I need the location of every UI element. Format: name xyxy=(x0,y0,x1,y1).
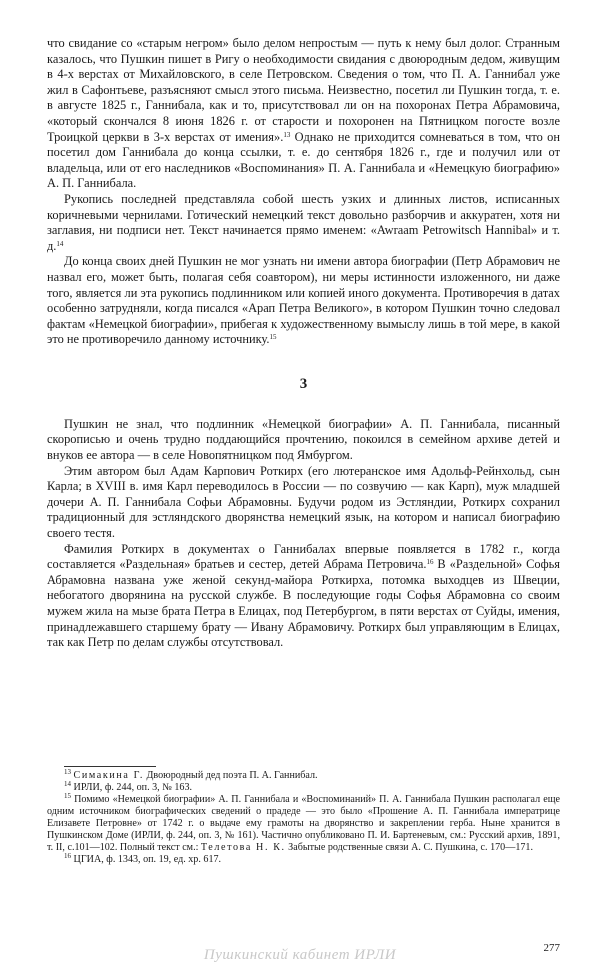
watermark: Пушкинский кабинет ИРЛИ xyxy=(203,947,397,963)
section-heading: 3 xyxy=(299,375,308,392)
footnote-divider xyxy=(64,766,156,767)
footnote-ref-14[interactable]: 14 xyxy=(56,239,64,248)
main-text xyxy=(47,36,560,651)
footnote-13: $^{13}$ Симакина Г. Двоюродный дед поэта П. А. Ганнибал. xyxy=(64,768,318,781)
footnote-ref-15[interactable]: 15 xyxy=(269,333,277,342)
footnote-ref-16[interactable]: 16 xyxy=(426,558,434,567)
footnote-15: $^{15}$ Помимо «Немецкой биографии» А. П. Ганнибала и «Воспоминаний» П. А. Ганнибала Пушкин располагал еще одним источником биографических сведений о прадеде — это было «Прошение А. П. Ганнибала императрице Елизавете Петровне» от 1742 г. о выдаче ему грамоты на дворянство и закреплении герба. Ныне хранится в Пушкинском Доме (ИРЛИ, ф. 244, оп. 3, № 161). Частично опубликовано П. И. Бартеневым, см.: Русский архив, 1891, т. II, с.101—102. Полный текст см.: Телетова Н. К. Забытые родственные связи А. С. Пушкина, с. 170—171. xyxy=(47,792,560,853)
paragraph-1: что свидание со «старым негром» было делом непростым — путь к нему был долог. Странным казалось, что Пушкин пишет в Ригу о необходимости свидания с двоюродным дедом, живущим в 4-х верстах от Михайловского, в селе Петровском. Сведения о том, что П. А. Ганнибал уже жил в Сафонтьеве, разъясняют смысл этого письма. Неизвестно, посетил ли Пушкин тогда, т. е. в августе 1825 г., Ганнибала, как и то, присутствовал ли он на похоронах Петра Абрамовича, «который скончался 8 июня 1826 г. от старости и похоронен на Пятницком погосте возле Троицкой церкви в 3-х верстах от имения».$^{13}$ Однако не приходится сомневаться в том, что он посетил дом Ганнибала до конца ссылки, т. е. до сентября 1826 г., где и получил или от владельца, или от его наследников «Воспоминания» П. А. Ганнибала и «Немецкую биографию» А. П. Ганнибала. xyxy=(47,36,561,191)
paragraph-6: Фамилия Роткирх в документах о Ганнибалах впервые появляется в 1782 г., когда составляется «Раздельная» братьев и сестер, детей Абрама Петровича.$^{16}$ В «Раздельной» Софья Абрамовна названа уже женой секунд-майора Роткирха, потомка выходцев из Швеции, небогатого дворянина на русской службе. В последующие годы Софья Абрамовна со своим мужем жила на мызе брата Петра в Елицах, под Петербургом, в пяти верстах от Суйды, имения, принадлежавшего старшему брату — Ивану Абрамовичу. Роткирх был управляющим в Елицах, так как Петр по делам службы отсутствовал. xyxy=(47,541,560,650)
paragraph-5: Этим автором был Адам Карпович Роткирх (его лютеранское имя Адольф-Рейнхольд, сын Карла; в XVIII в. имя Карл переводилось в России — по созвучию — как Карп), муж младшей дочери А. П. Ганнибала Софьи Абрамовны. Будучи родом из Эстляндии, Роткирх сохранил традиционный для эстляндского дворянства немецкий язык, на котором и написал биографию своего тестя. xyxy=(47,463,560,541)
paragraph-3: До конца своих дней Пушкин не мог узнать ни имени автора биографии (Петр Абрамович не назвал его, может быть, полагая себя соавтором), ни меры истинности изложенного, ни даже того, является ли эта рукопись подлинником или копией иного документа. Противоречия в датах особенно затрудняли, когда писался «Арап Петра Великого», в котором Пушкин точно следовал фактам «Немецкой биографии», прибегая к художественному вымыслу лишь в той мере, в какой это не противоречило данному источнику.$^{15}$ xyxy=(47,254,560,347)
page-number: 277 xyxy=(543,942,560,954)
paragraph-4: Пушкин не знал, что подлинник «Немецкой биографии» А. П. Ганнибала, писанный скорописью и очень трудно поддающийся прочтению, покоился в семейном архиве детей и внуков ее автора — в селе Новопятницком под Ямбургом. xyxy=(47,416,560,463)
footnotes xyxy=(47,766,560,866)
paragraph-2: Рукопись последней представляла собой шесть узких и длинных листов, исписанных коричневыми чернилами. Готический немецкий текст довольно разборчив и аккуратен, хотя ни заглавия, ни подписи нет. Текст начинается прямо именем: «Awraam Petrowitsch Hannibal» и т. д.$^{14}$ xyxy=(47,191,560,253)
footnote-14: $^{14}$ ИРЛИ, ф. 244, оп. 3, № 163. xyxy=(64,780,193,793)
footnote-16: $^{16}$ ЦГИА, ф. 1343, оп. 19, ед. хр. 617. xyxy=(64,852,222,865)
footnote-ref-13[interactable]: 13 xyxy=(283,130,291,139)
